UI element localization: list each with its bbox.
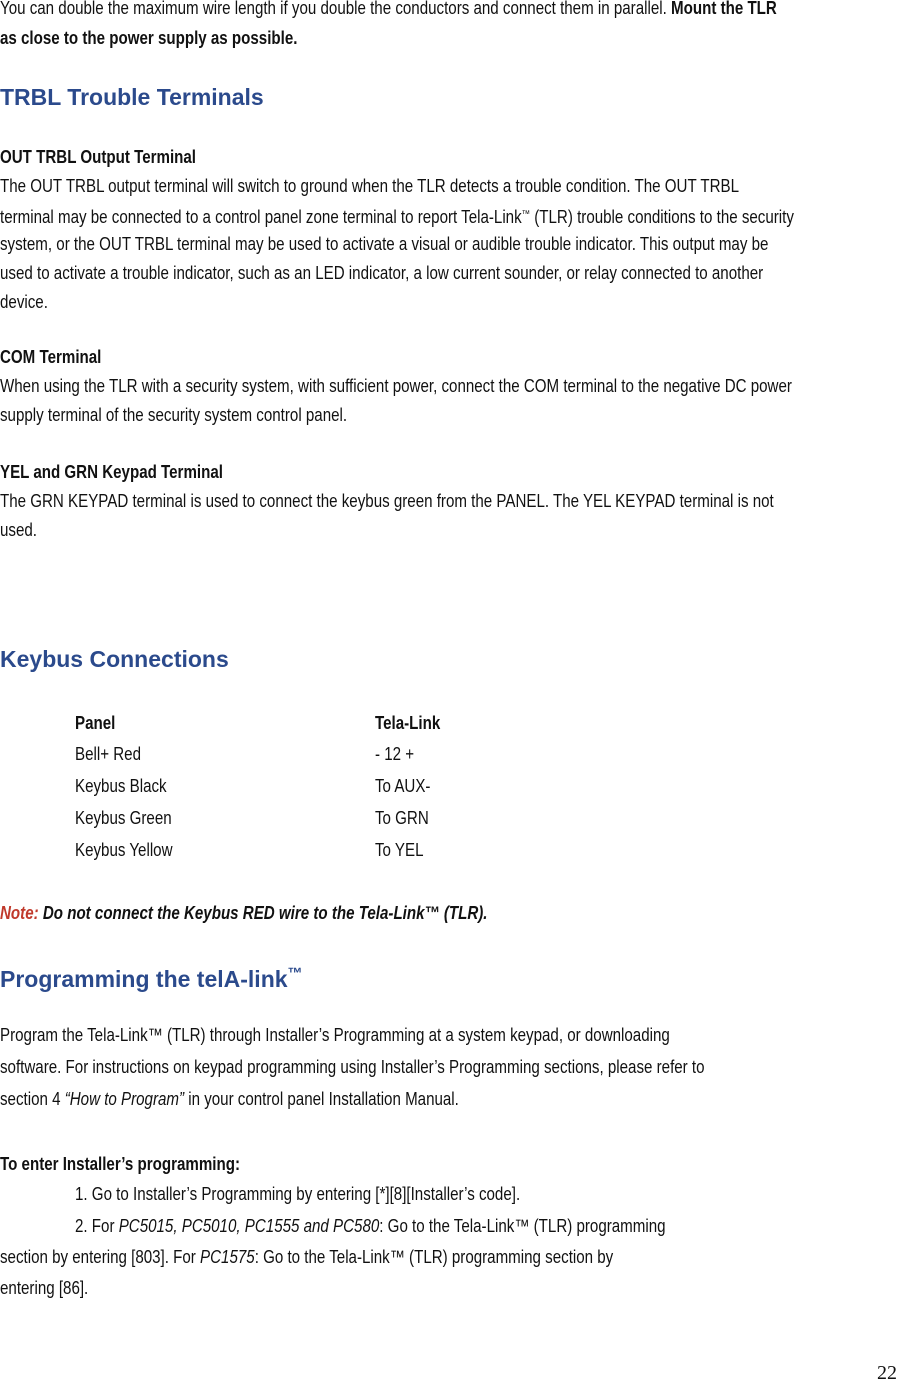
keybus-row-telalink: To AUX-: [375, 776, 431, 796]
keypad-line-1: The GRN KEYPAD terminal is used to connect the keybus green from the PANEL. The YEL KEYPAD terminal is not: [0, 491, 774, 511]
step-1: 1. Go to Installer’s Programming by entering [*][8][Installer’s code].: [75, 1184, 521, 1204]
out-trbl-line-2-rest: (TLR) trouble conditions to the security: [530, 207, 794, 227]
intro-line-1: [0, 0, 777, 19]
keybus-row-panel: Bell+ Red: [75, 744, 141, 764]
out-trbl-line-5: device.: [0, 292, 48, 312]
step-2-line-3: entering [86].: [0, 1278, 89, 1298]
page-number: 22: [877, 1362, 897, 1384]
note-label: Note:: [0, 903, 39, 923]
out-trbl-line-1: The OUT TRBL output terminal will switch to ground when the TLR detects a trouble condition. The OUT TRBL: [0, 176, 740, 196]
programming-para-line-1: Program the Tela-Link™ (TLR) through Installer’s Programming at a system keypad, or downloading: [0, 1025, 670, 1045]
note-text: Do not connect the Keybus RED wire to the Tela-Link™ (TLR).: [42, 903, 488, 923]
step-text: : Go to the Tela-Link™ (TLR) programming section by: [254, 1247, 614, 1267]
keybus-row-panel: Keybus Black: [75, 776, 167, 796]
enter-programming-title: To enter Installer’s programming:: [0, 1154, 241, 1174]
para-text: section 4: [0, 1089, 65, 1109]
keybus-row-telalink: To GRN: [375, 808, 429, 828]
panel-models: PC5015, PC5010, PC1555 and PC580: [118, 1216, 380, 1236]
step-text: section by entering [803]. For: [0, 1247, 201, 1267]
out-trbl-line-2: [0, 204, 794, 228]
keybus-row-panel: Keybus Green: [75, 808, 172, 828]
panel-model: PC1575: [200, 1247, 255, 1267]
step-2-line-2: [0, 1246, 613, 1268]
keybus-row-telalink: - 12 +: [375, 744, 415, 764]
trademark-symbol: ™: [287, 965, 303, 982]
trbl-heading: TRBL Trouble Terminals: [0, 84, 264, 110]
com-title: COM Terminal: [0, 347, 102, 367]
intro-line-2: as close to the power supply as possible.: [0, 28, 298, 48]
step-2: [75, 1215, 666, 1237]
intro-text: You can double the maximum wire length if you double the conductors and connect them in parallel.: [0, 0, 667, 18]
keybus-note: [0, 902, 488, 924]
programming-heading: [0, 960, 303, 993]
out-trbl-line-3: system, or the OUT TRBL terminal may be used to activate a visual or audible trouble indicator. This output may be: [0, 234, 769, 254]
keybus-col-panel: Panel: [75, 713, 116, 733]
para-text: in your control panel Installation Manual.: [184, 1089, 459, 1109]
out-trbl-line-2-text: terminal may be connected to a control panel zone terminal to report Tela-Link: [0, 207, 522, 227]
manual-reference: “How to Program”: [64, 1089, 185, 1109]
com-line-2: supply terminal of the security system control panel.: [0, 405, 348, 425]
keybus-row-panel: Keybus Yellow: [75, 840, 173, 860]
step-text: : Go to the Tela-Link™ (TLR) programming: [379, 1216, 666, 1236]
out-trbl-line-4: used to activate a trouble indicator, such as an LED indicator, a low current sounder, or relay connected to another: [0, 263, 764, 283]
com-line-1: When using the TLR with a security system, with sufficient power, connect the COM terminal to the negative DC power: [0, 376, 792, 396]
keypad-line-2: used.: [0, 520, 37, 540]
out-trbl-title: OUT TRBL Output Terminal: [0, 147, 196, 167]
keypad-title: YEL and GRN Keypad Terminal: [0, 462, 223, 482]
keybus-heading: Keybus Connections: [0, 646, 229, 672]
keybus-row-telalink: To YEL: [375, 840, 424, 860]
trademark-symbol: ™: [521, 209, 531, 220]
programming-para-line-3: [0, 1088, 459, 1110]
step-text: 2. For: [75, 1216, 119, 1236]
programming-heading-text: Programming the telA-link: [0, 966, 288, 992]
programming-para-line-2: software. For instructions on keypad programming using Installer’s Programming sections, please refer to: [0, 1057, 705, 1077]
intro-bold-text: Mount the TLR: [671, 0, 777, 18]
keybus-col-telalink: Tela-Link: [375, 713, 441, 733]
